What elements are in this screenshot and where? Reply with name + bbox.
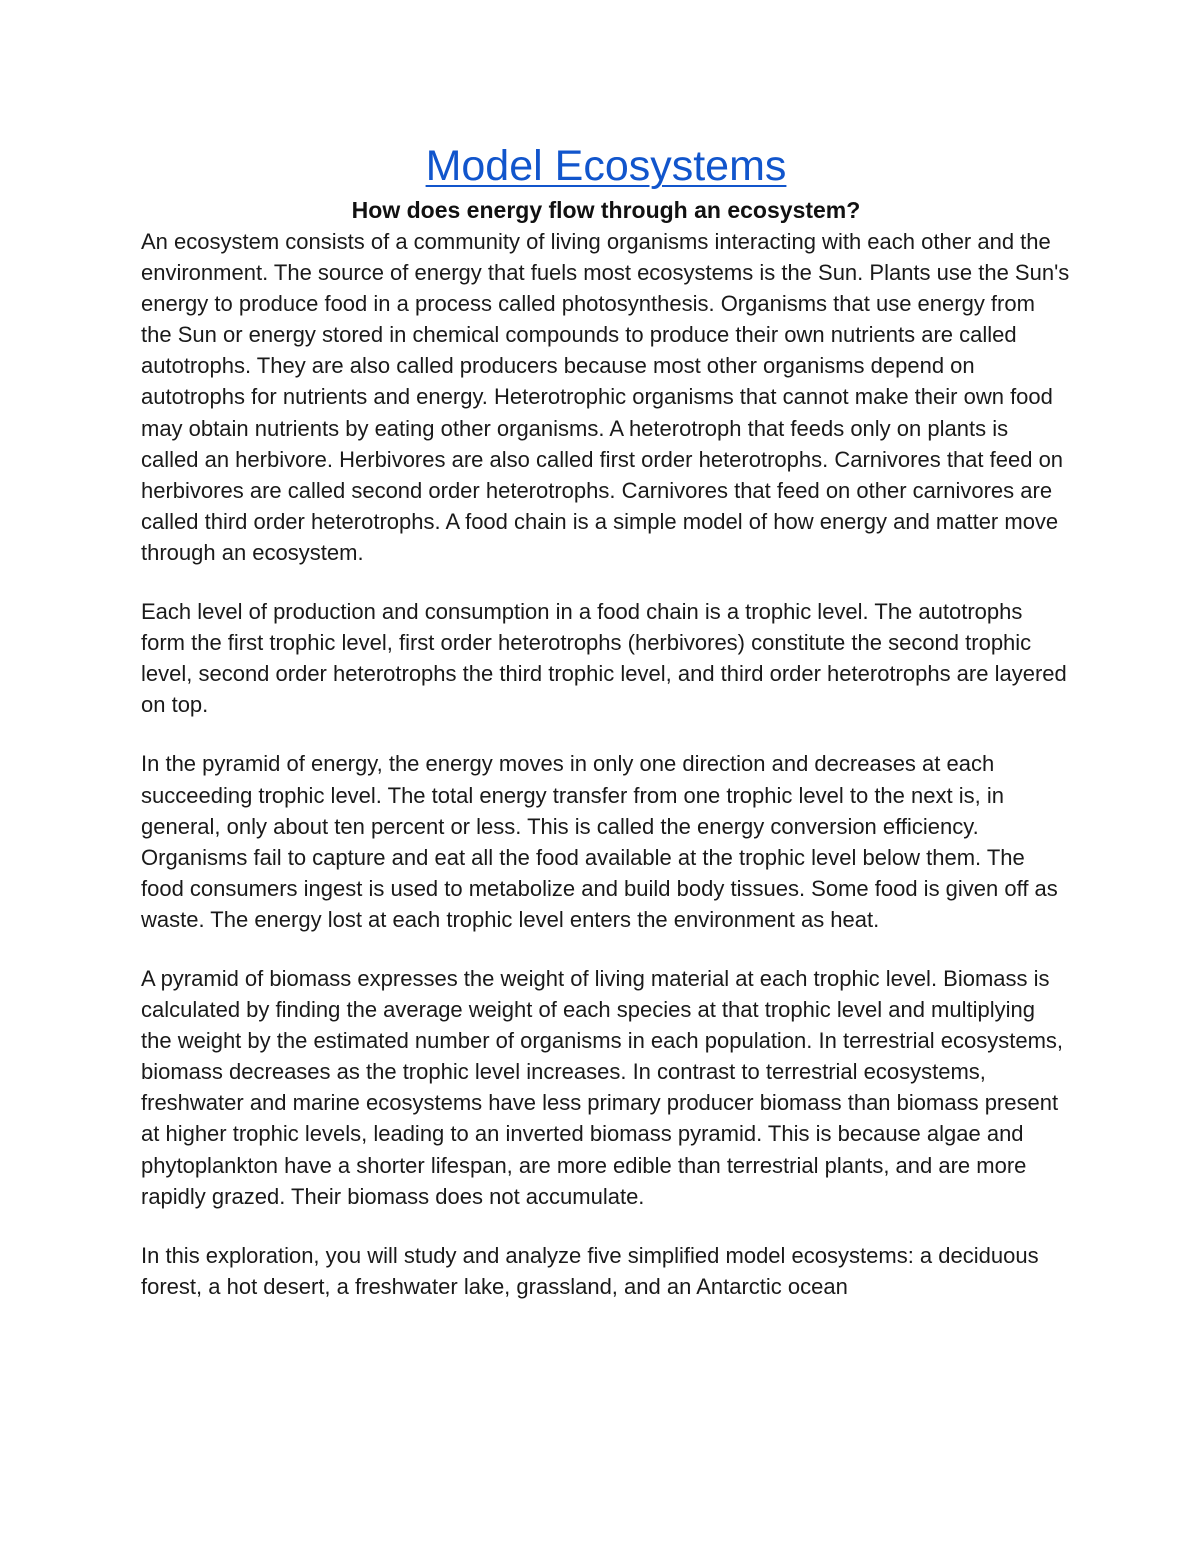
paragraph-trophic-levels: Each level of production and consumption in a food chain is a trophic level. The autotrophs form the first trophic level, first order heterotrophs (herbivores) constitute the second trophic level, second order heterotrophs the third trophic level, and third order heterotrophs are layered on top. xyxy=(141,599,1067,718)
paragraph-pyramid-of-biomass: A pyramid of biomass expresses the weight of living material at each trophic level. Biomass is calculated by finding the average weight of each species at that trophic level and multiplying the weight by the estimated number of organisms in each population. In terrestrial ecosystems, biomass decreases as the trophic level increases. In contrast to terrestrial ecosystems, freshwater and marine ecosystems have less primary producer biomass than biomass present at higher trophic levels, leading to an inverted biomass pyramid. This is because algae and phytoplankton have a shorter lifespan, are more edible than terrestrial plants, and are more rapidly grazed. Their biomass does not accumulate. xyxy=(141,965,1064,1209)
paragraph-energy-flow: An ecosystem consists of a community of living organisms interacting with each other and the environment. The source of energy that fuels most ecosystems is the Sun. Plants use the Sun's energy to produce food in a process called photosynthesis. Organisms that use energy from the Sun or energy stored in chemical compounds to produce their own nutrients are called autotrophs. They are also called producers because most other organisms depend on autotrophs for nutrients and energy. Heterotrophic organisms that cannot make their own food may obtain nutrients by eating other organisms. A heterotroph that feeds only on plants is called an herbivore. Herbivores are also called first order heterotrophs. Carnivores that feed on herbivores are called second order heterotrophs. Carnivores that feed on other carnivores are called third order heterotrophs. A food chain is a simple model of how energy and matter move through an ecosystem. xyxy=(141,229,1070,565)
document-page xyxy=(141,138,1071,1302)
paragraph-pyramid-of-energy: In the pyramid of energy, the energy moves in only one direction and decreases at each succeeding trophic level. The total energy transfer from one trophic level to the next is, in general, only about ten percent or less. This is called the energy conversion efficiency. Organisms fail to capture and eat all the food available at the trophic level below them. The food consumers ingest is used to metabolize and build body tissues. Some food is given off as waste. The energy lost at each trophic level enters the environment as heat. xyxy=(141,751,1058,932)
paragraph-exploration: In this exploration, you will study and analyze five simplified model ecosystems: a deciduous forest, a hot desert, a freshwater lake, grassland, and an Antarctic ocean xyxy=(141,1242,1039,1299)
page-title-link[interactable]: Model Ecosystems xyxy=(425,142,787,190)
page-subtitle: How does energy flow through an ecosystem? xyxy=(351,197,861,223)
